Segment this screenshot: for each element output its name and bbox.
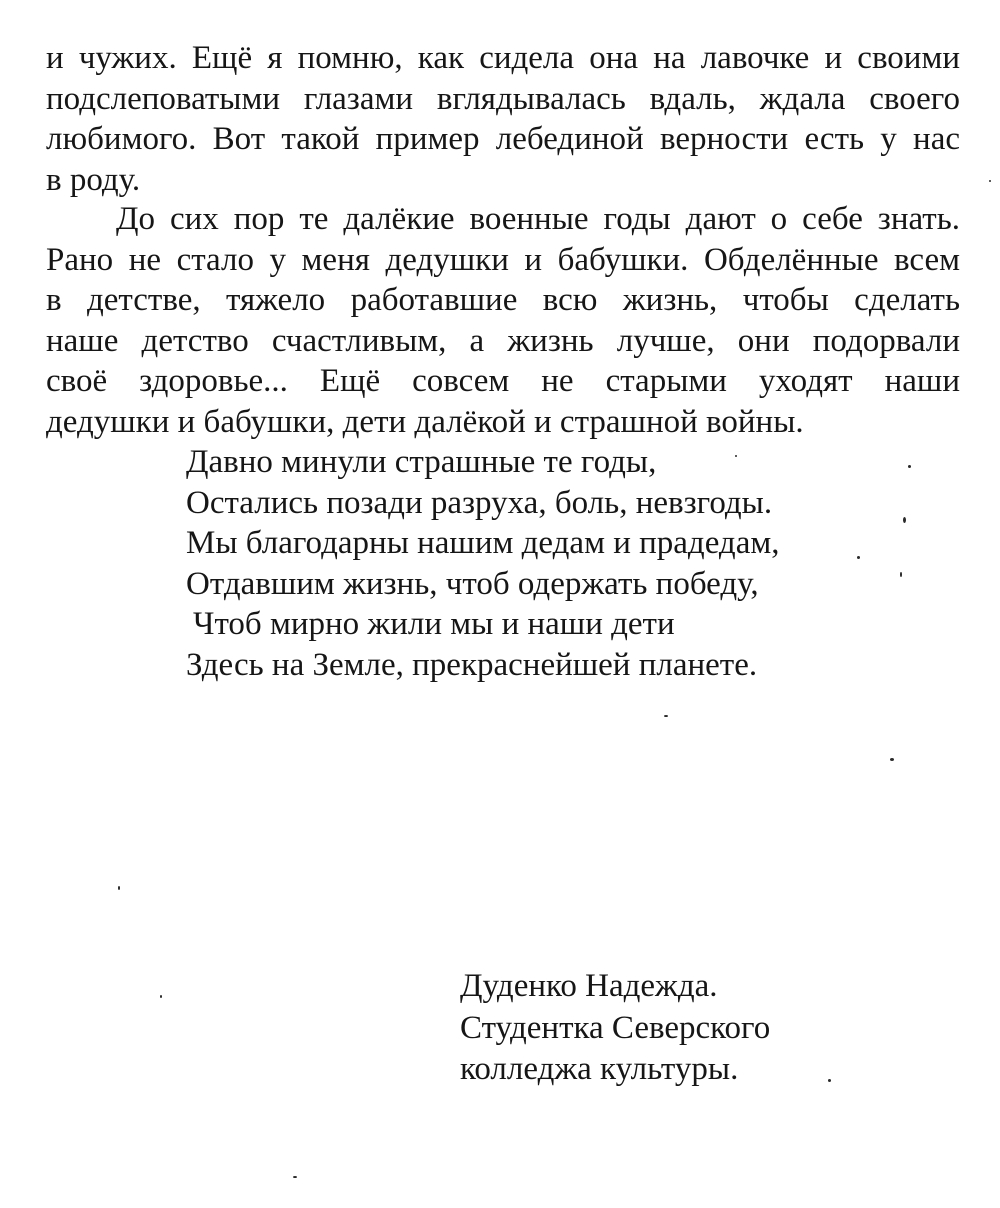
text-line: дедушки и бабушки, дети далёкой и страшной войны. — [46, 403, 804, 440]
text-line: в детстве, тяжело работавшие всю жизнь, чтобы сделать — [46, 282, 960, 319]
scan-speck — [903, 517, 906, 523]
text-line: в роду. — [46, 161, 141, 198]
scan-speck — [890, 758, 894, 761]
text-line: До сих пор те далёкие военные годы дают о себе знать. — [116, 201, 960, 237]
scan-speck — [118, 886, 120, 890]
poem-line: Отдавшим жизнь, чтоб одержать победу, — [186, 565, 759, 602]
poem-line: Чтоб мирно жили мы и наши дети — [193, 606, 675, 643]
scan-speck — [160, 995, 162, 998]
poem — [186, 442, 780, 686]
text-line: Рано не стало у меня дедушки и бабушки. Обделённые всем — [46, 241, 960, 278]
scan-speck — [908, 465, 911, 468]
poem-line: Давно минули страшные те годы, — [186, 444, 657, 480]
author-signature — [460, 966, 770, 1091]
author-name: Дуденко Надежда. — [460, 968, 718, 1004]
paragraph-2 — [46, 199, 960, 443]
text-line: подслеповатыми глазами вглядывалась вдаль, ждала своего — [46, 80, 960, 117]
author-title-line-2: колледжа культуры. — [460, 1051, 739, 1087]
scan-speck — [664, 715, 668, 717]
poem-line: Остались позади разруха, боль, невзгоды. — [186, 484, 773, 521]
text-line: своё здоровье... Ещё совсем не старыми уходят наши — [46, 363, 960, 400]
paragraph-1 — [46, 38, 960, 200]
scan-speck — [989, 180, 991, 182]
author-title-line-1: Студентка Северского — [460, 1009, 771, 1046]
text-line: и чужих. Ещё я помню, как сидела она на лавочке и своими — [46, 40, 960, 76]
scan-speck — [293, 1176, 297, 1178]
scan-speck — [828, 1079, 831, 1082]
text-line: наше детство счастливым, а жизнь лучше, они подорвали — [46, 322, 960, 359]
poem-line: Мы благодарны нашим дедам и прадедам, — [186, 525, 780, 562]
text-line: любимого. Вот такой пример лебединой верности есть у нас — [46, 121, 960, 158]
scan-speck — [900, 572, 902, 577]
scan-speck — [735, 455, 737, 457]
poem-line: Здесь на Земле, прекраснейшей планете. — [186, 646, 758, 683]
scan-speck — [857, 556, 860, 559]
